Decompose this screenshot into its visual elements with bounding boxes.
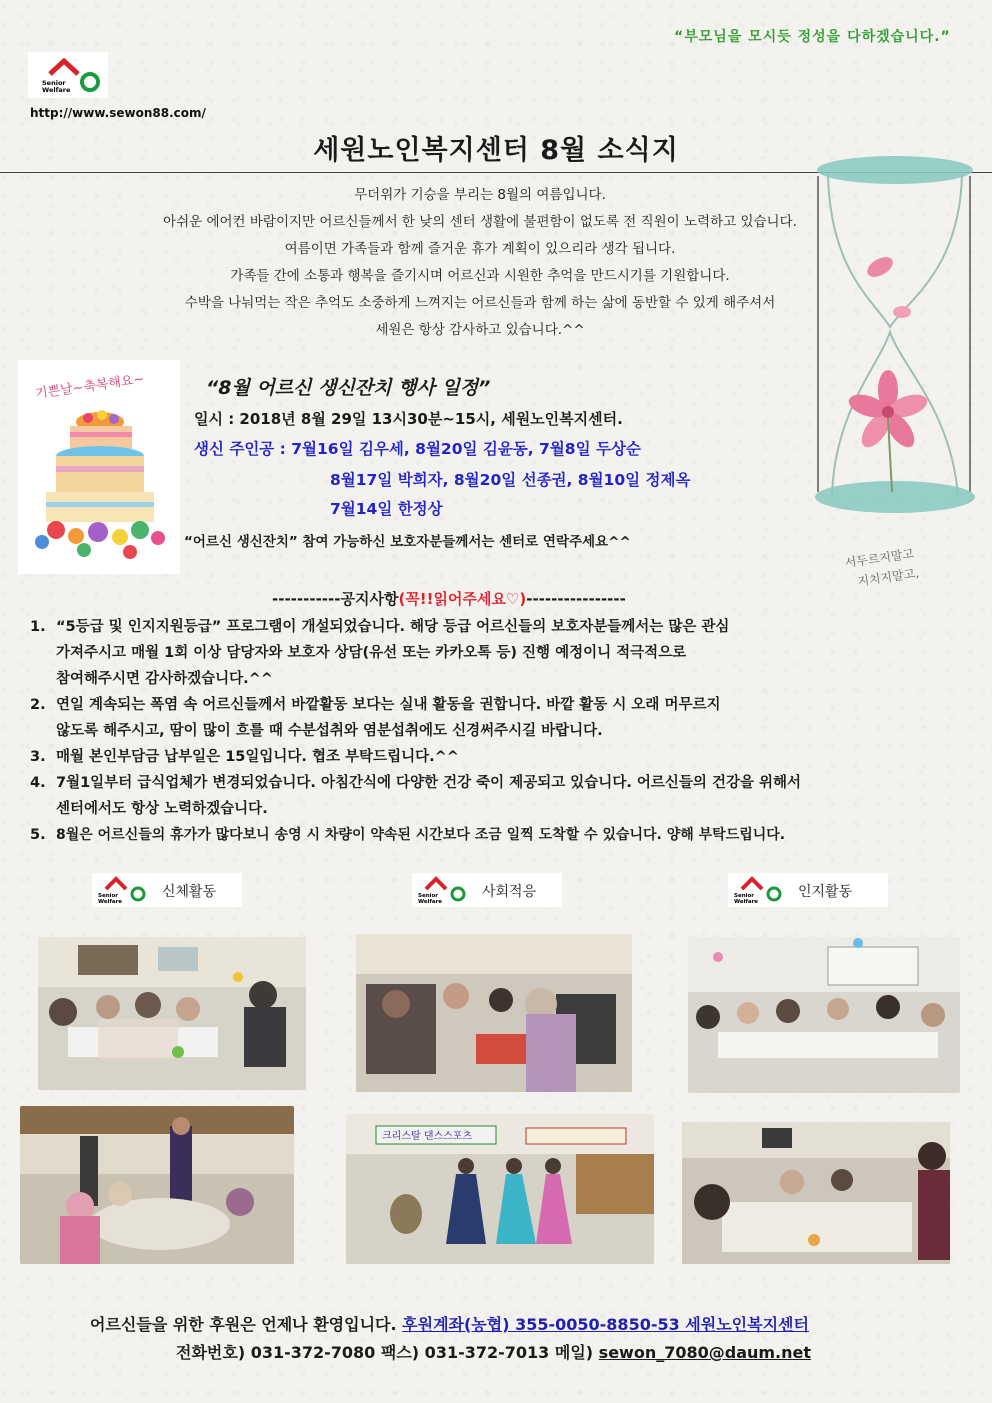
photo-physical-activity-1 [38,937,306,1090]
category-label: 신체활동 [162,884,217,900]
svg-text:Senior: Senior [418,893,438,899]
svg-text:크리스탈 댄스스포츠: 크리스탈 댄스스포츠 [382,1131,473,1142]
birthday-cake-card [18,360,180,574]
category-cognitive-activity [728,873,888,907]
senior-welfare-logo-icon [412,873,472,907]
notice-item: 5. 8월은 어르신들의 휴가가 많다보니 송영 시 차량이 약속된 시간보다 조금 일찍 도착할 수 있습니다. 양해 부탁드립니다. [30,827,786,843]
svg-text:Senior: Senior [98,893,118,899]
photo-social-adaptation-1 [356,934,632,1092]
senior-welfare-logo-icon [728,873,788,907]
intro-line: 여름이면 가족들과 함께 즐거운 휴가 계획이 있으리라 생각 됩니다. [284,241,676,257]
email-link[interactable]: sewon_7080@daum.net [598,1343,812,1362]
svg-text:Welfare: Welfare [98,899,123,905]
notice-item: 4. 7월1일부터 급식업체가 변경되었습니다. 아침간식에 다양한 건강 죽이 제공되고 있습니다. 어르신들의 건강을 위해서 센터에서도 항상 노력하겠습니다. [30,775,802,817]
notice-item: 1. “5등급 및 인지지원등급” 프로그램이 개설되었습니다. 해당 등급 어르신들의 보호자분들께서는 많은 관심 가져주시고 매월 1회 이상 담당자와 보호자 상담(유선 또는 카카오톡 등) 진행 예정이니 적극적으로 참여해주시면 감사하겠습니다.^^ [30,619,730,687]
birthday-event-date: 일시 : 2018년 8월 29일 13시30분~15시, 세원노인복지센터. [194,410,623,428]
website-url[interactable]: http://www.sewon88.com/ [30,106,206,120]
intro-line: 가족들 간에 소통과 행복을 즐기시며 어르신과 시원한 추억을 만드시기를 기원합니다. [230,268,730,284]
donation-account: 후원계좌(농협) 355-0050-8850-53 세원노인복지센터 [402,1315,809,1334]
svg-text:Senior: Senior [42,79,66,87]
notice-item: 2. 연일 계속되는 폭염 속 어르신들께서 바깥활동 보다는 실내 활동을 권합니다. 바깥 활동 시 오래 머무르지 않도록 해주시고, 땀이 많이 흐를 때 수분섭취와 염분섭취에도 신경써주시길 바랍니다. [30,697,721,739]
notice-item: 3. 매월 본인부담금 납부일은 15일입니다. 협조 부탁드립니다.^^ [30,749,459,765]
notice-list [30,614,980,848]
intro-line: 수박을 나눠먹는 작은 추억도 소중하게 느껴지는 어르신들과 함께 하는 삶에 동반할 수 있게 해주셔서 [184,295,776,311]
birthday-event-note: “어르신 생신잔치” 참여 가능하신 보호자분들께서는 센터로 연락주세요^^ [184,534,631,550]
birthday-honorees-line: 생신 주인공 : 7월16일 김우세, 8월20일 김윤동, 7월8일 두상순 [194,440,641,458]
photo-cognitive-activity-1 [688,937,960,1093]
birthday-honorees-line: 7월14일 한정상 [330,500,443,518]
category-label: 사회적응 [482,884,537,900]
svg-text:Welfare: Welfare [42,86,71,94]
handwritten-note: 서두르지말고 지치지말고, [843,546,920,589]
photo-cognitive-activity-2 [682,1122,950,1264]
svg-text:Senior: Senior [734,893,754,899]
intro-line: 아쉬운 에어컨 바람이지만 어르신들께서 한 낮의 센터 생활에 불편함이 없도록 전 직원이 노력하고 있습니다. [163,214,797,230]
birthday-event-title: “8월 어르신 생신잔치 행사 일정” [206,377,491,399]
senior-welfare-logo-icon [92,873,152,907]
category-physical-activity [92,873,242,907]
svg-text:기쁜날~축복해요~: 기쁜날~축복해요~ [34,371,146,402]
senior-welfare-logo [28,52,108,98]
category-social-adaptation [412,873,562,907]
birthday-honorees-line: 8월17일 박희자, 8월20일 선종권, 8월10일 정제옥 [330,471,691,489]
notice-heading: -----------공지사항(꼭!!읽어주세요♡)---------------- [272,590,626,608]
svg-text:Welfare: Welfare [418,899,443,905]
slogan: “부모님을 모시듯 정성을 다하겠습니다.” [674,29,951,45]
svg-text:Welfare: Welfare [734,899,759,905]
footer-donation: 어르신들을 위한 후원은 언제나 환영입니다. 후원계좌(농협) 355-0050-8850-53 세원노인복지센터 [90,1315,809,1334]
intro-line: 무더위가 기승을 부리는 8월의 여름입니다. [354,187,606,203]
page-title: 세원노인복지센터 8월 소식지 [313,135,679,166]
photo-social-adaptation-2 [346,1114,654,1264]
intro-line: 세원은 항상 감사하고 있습니다.^^ [375,322,585,338]
photo-physical-activity-2 [20,1106,294,1264]
intro-paragraph [40,182,920,344]
footer-contact: 전화번호) 031-372-7080 팩스) 031-372-7013 메일) sewon_7080@daum.net [176,1343,812,1362]
category-label: 인지활동 [798,884,853,900]
